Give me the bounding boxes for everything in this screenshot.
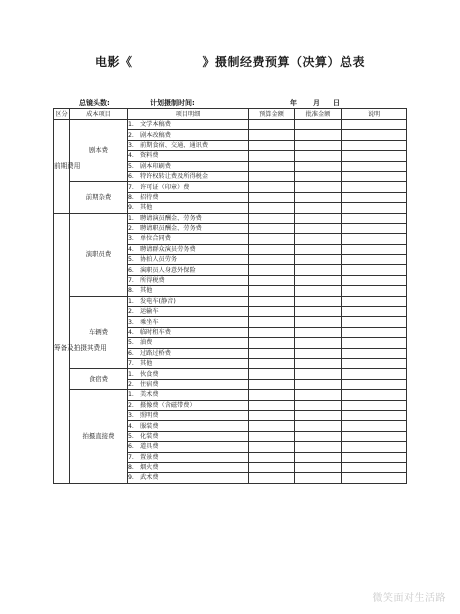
approved-cell[interactable] — [295, 171, 342, 181]
cost-item-cell: 拍摄直接费 — [70, 390, 128, 484]
note-cell[interactable] — [342, 234, 407, 244]
table-row — [54, 182, 407, 192]
item-label: 前期食宿、交通、通讯费 — [140, 141, 209, 149]
detail-cell — [128, 192, 249, 202]
detail-cell — [128, 234, 249, 244]
budget-table — [53, 108, 407, 484]
note-cell[interactable] — [342, 275, 407, 285]
item-number: 4. — [128, 245, 134, 253]
item-number: 9. — [128, 204, 134, 212]
approved-cell[interactable] — [295, 400, 342, 410]
note-cell[interactable] — [342, 223, 407, 233]
budget-cell[interactable] — [249, 410, 295, 420]
item-label: 所得税费 — [140, 277, 165, 285]
item-label: 伙食费 — [140, 370, 159, 378]
detail-cell — [128, 296, 249, 306]
category-cell: 前期费用 — [54, 120, 70, 214]
note-cell[interactable] — [342, 358, 407, 368]
approved-cell[interactable] — [295, 348, 342, 358]
item-number: 2. — [128, 380, 134, 388]
approved-cell[interactable] — [295, 234, 342, 244]
item-label: 单位合同费 — [140, 235, 171, 243]
detail-cell — [128, 400, 249, 410]
note-cell[interactable] — [342, 327, 407, 337]
approved-cell[interactable] — [295, 140, 342, 150]
approved-cell[interactable] — [295, 120, 342, 130]
item-label: 其他 — [140, 360, 153, 368]
approved-cell[interactable] — [295, 130, 342, 140]
item-label: 照明费 — [140, 412, 159, 420]
item-number: 2. — [128, 225, 134, 233]
approved-cell[interactable] — [295, 327, 342, 337]
title-suffix: 》摄制经费预算（决算）总表 — [202, 55, 366, 69]
detail-cell — [128, 317, 249, 327]
item-label: 剧本印刷费 — [140, 162, 171, 170]
day-label: 日 — [333, 99, 340, 107]
table-row — [54, 296, 407, 306]
title-prefix: 电影《 — [94, 55, 133, 69]
item-number: 1. — [128, 297, 134, 305]
detail-cell — [128, 452, 249, 462]
item-number: 8. — [128, 287, 134, 295]
item-number: 4. — [128, 152, 134, 160]
approved-cell[interactable] — [295, 151, 342, 161]
detail-cell — [128, 442, 249, 452]
approved-cell[interactable] — [295, 410, 342, 420]
item-label: 聘请演员酬金、劳务费 — [140, 214, 202, 222]
item-label: 武术费 — [140, 474, 159, 482]
detail-cell — [128, 275, 249, 285]
item-label: 运输车 — [140, 308, 159, 316]
item-label: 道具费 — [140, 443, 159, 451]
budget-cell[interactable] — [249, 192, 295, 202]
note-cell[interactable] — [342, 369, 407, 379]
budget-cell[interactable] — [249, 369, 295, 379]
budget-cell[interactable] — [249, 286, 295, 296]
note-cell[interactable] — [342, 442, 407, 452]
note-cell[interactable] — [342, 348, 407, 358]
detail-cell — [128, 130, 249, 140]
detail-cell — [128, 213, 249, 223]
item-number: 9. — [128, 474, 134, 482]
budget-cell[interactable] — [249, 358, 295, 368]
approved-cell[interactable] — [295, 161, 342, 171]
item-label: 摄像费（含磁带费） — [140, 401, 196, 409]
note-cell[interactable] — [342, 379, 407, 389]
note-cell[interactable] — [342, 296, 407, 306]
cost-item-cell: 前期杂费 — [70, 182, 128, 213]
header-budget: 预算金额 — [249, 109, 295, 120]
cost-item-cell: 演职员费 — [70, 213, 128, 296]
table-row — [54, 369, 407, 379]
budget-cell[interactable] — [249, 296, 295, 306]
detail-cell — [128, 327, 249, 337]
approved-cell[interactable] — [295, 421, 342, 431]
approved-cell[interactable] — [295, 286, 342, 296]
category-cell: 筹备及拍摄其费用 — [54, 213, 70, 483]
budget-cell[interactable] — [249, 213, 295, 223]
detail-cell — [128, 431, 249, 441]
item-number: 1. — [128, 391, 134, 399]
budget-cell[interactable] — [249, 431, 295, 441]
item-number: 6. — [128, 349, 134, 357]
item-label: 过路过桥费 — [140, 349, 171, 357]
approved-cell[interactable] — [295, 275, 342, 285]
table-row — [54, 213, 407, 223]
item-label: 聘请职员酬金、劳务费 — [140, 225, 202, 233]
item-number: 5. — [128, 256, 134, 264]
item-number: 3. — [128, 141, 134, 149]
item-label: 发电车(静音) — [140, 297, 176, 305]
note-cell[interactable] — [342, 338, 407, 348]
detail-cell — [128, 379, 249, 389]
note-cell[interactable] — [342, 171, 407, 181]
budget-cell[interactable] — [249, 130, 295, 140]
month-label: 月 — [313, 99, 320, 107]
table-row — [54, 390, 407, 400]
budget-cell[interactable] — [249, 255, 295, 265]
note-cell[interactable] — [342, 255, 407, 265]
note-cell[interactable] — [342, 213, 407, 223]
detail-cell — [128, 120, 249, 130]
approved-cell[interactable] — [295, 296, 342, 306]
approved-cell[interactable] — [295, 182, 342, 192]
approved-cell[interactable] — [295, 338, 342, 348]
item-number: 1. — [128, 121, 134, 129]
header-note: 说明 — [342, 109, 407, 120]
approved-cell[interactable] — [295, 192, 342, 202]
page-title — [0, 53, 460, 70]
budget-cell[interactable] — [249, 275, 295, 285]
budget-cell[interactable] — [249, 379, 295, 389]
item-label: 文学本稿费 — [140, 121, 171, 129]
cost-item-cell: 车辆费 — [70, 296, 128, 369]
item-label: 许可证（印章）费 — [140, 183, 190, 191]
detail-cell — [128, 369, 249, 379]
budget-cell[interactable] — [249, 120, 295, 130]
item-label: 协拍人员劳务 — [140, 256, 178, 264]
item-number: 3. — [128, 235, 134, 243]
item-number: 8. — [128, 193, 134, 201]
note-cell[interactable] — [342, 130, 407, 140]
note-cell[interactable] — [342, 317, 407, 327]
approved-cell[interactable] — [295, 462, 342, 472]
detail-cell — [128, 265, 249, 275]
header-area: 区分 — [55, 110, 68, 118]
detail-cell — [128, 244, 249, 254]
item-label: 演职员人身意外保险 — [140, 266, 196, 274]
header-cost-item: 成本项目 — [70, 109, 128, 120]
item-label: 特许权转让费及所得税金 — [140, 173, 209, 181]
detail-cell — [128, 473, 249, 483]
item-number: 6. — [128, 266, 134, 274]
item-number: 2. — [128, 308, 134, 316]
budget-cell[interactable] — [249, 234, 295, 244]
item-number: 5. — [128, 432, 134, 440]
budget-cell[interactable] — [249, 348, 295, 358]
item-number: 7. — [128, 277, 134, 285]
watermark: 微笑面对生活路 — [372, 593, 446, 604]
detail-cell — [128, 421, 249, 431]
approved-cell[interactable] — [295, 223, 342, 233]
item-label: 其他 — [140, 204, 153, 212]
item-number: 4. — [128, 422, 134, 430]
item-label: 其他 — [140, 287, 153, 295]
note-cell[interactable] — [342, 244, 407, 254]
item-label: 美术费 — [140, 391, 159, 399]
item-number: 5. — [128, 162, 134, 170]
note-cell[interactable] — [342, 151, 407, 161]
note-cell[interactable] — [342, 431, 407, 441]
detail-cell — [128, 338, 249, 348]
cost-item-cell: 剧本费 — [70, 120, 128, 182]
approved-cell[interactable] — [295, 452, 342, 462]
year-label: 年 — [290, 99, 297, 107]
note-cell[interactable] — [342, 473, 407, 483]
approved-cell[interactable] — [295, 317, 342, 327]
detail-cell — [128, 203, 249, 213]
item-number: 5. — [128, 339, 134, 347]
budget-cell[interactable] — [249, 171, 295, 181]
note-cell[interactable] — [342, 203, 407, 213]
detail-cell — [128, 348, 249, 358]
header-detail: 项目明细 — [128, 109, 249, 120]
budget-cell[interactable] — [249, 223, 295, 233]
item-number: 2. — [128, 131, 134, 139]
approved-cell[interactable] — [295, 255, 342, 265]
detail-cell — [128, 255, 249, 265]
budget-cell[interactable] — [249, 400, 295, 410]
detail-cell — [128, 140, 249, 150]
plan-time-label: 计划摄制时间: — [150, 99, 195, 107]
item-label: 服装费 — [140, 422, 159, 430]
approved-cell[interactable] — [295, 203, 342, 213]
header-row — [54, 109, 407, 120]
detail-cell — [128, 390, 249, 400]
item-label: 化装费 — [140, 432, 159, 440]
item-label: 临时租车费 — [140, 329, 171, 336]
detail-cell — [128, 171, 249, 181]
budget-cell[interactable] — [249, 307, 295, 317]
item-number: 1. — [128, 214, 134, 222]
note-cell[interactable] — [342, 390, 407, 400]
item-number: 8. — [128, 464, 134, 472]
item-label: 资料费 — [140, 152, 159, 160]
note-cell[interactable] — [342, 286, 407, 296]
item-number: 4. — [128, 329, 134, 336]
item-number: 7. — [128, 453, 134, 461]
item-label: 聘请群众演员劳务费 — [140, 245, 196, 253]
approved-cell[interactable] — [295, 213, 342, 223]
note-cell[interactable] — [342, 182, 407, 192]
note-cell[interactable] — [342, 140, 407, 150]
item-label: 乘坐车 — [140, 318, 159, 326]
table-row — [54, 120, 407, 130]
budget-cell[interactable] — [249, 462, 295, 472]
budget-cell[interactable] — [249, 203, 295, 213]
budget-cell[interactable] — [249, 452, 295, 462]
detail-cell — [128, 307, 249, 317]
budget-cell[interactable] — [249, 317, 295, 327]
detail-cell — [128, 182, 249, 192]
approved-cell[interactable] — [295, 307, 342, 317]
item-number: 2. — [128, 401, 134, 409]
item-number: 3. — [128, 412, 134, 420]
budget-cell[interactable] — [249, 244, 295, 254]
budget-cell[interactable] — [249, 182, 295, 192]
note-cell[interactable] — [342, 452, 407, 462]
budget-cell[interactable] — [249, 421, 295, 431]
note-cell[interactable] — [342, 120, 407, 130]
detail-cell — [128, 286, 249, 296]
note-cell[interactable] — [342, 462, 407, 472]
item-label: 剧本改稿费 — [140, 131, 171, 139]
approved-cell[interactable] — [295, 265, 342, 275]
approved-cell[interactable] — [295, 379, 342, 389]
item-number: 1. — [128, 370, 134, 378]
item-number: 3. — [128, 318, 134, 326]
budget-cell[interactable] — [249, 140, 295, 150]
detail-cell — [128, 410, 249, 420]
item-number: 7. — [128, 183, 134, 191]
approved-cell[interactable] — [295, 442, 342, 452]
approved-cell[interactable] — [295, 390, 342, 400]
item-number: 7. — [128, 360, 134, 368]
budget-cell[interactable] — [249, 161, 295, 171]
approved-cell[interactable] — [295, 369, 342, 379]
item-label: 烟火费 — [140, 464, 159, 472]
cost-item-cell: 食宿费 — [70, 369, 128, 390]
approved-cell[interactable] — [295, 473, 342, 483]
item-label: 油费 — [140, 339, 153, 347]
approved-cell[interactable] — [295, 358, 342, 368]
approved-cell[interactable] — [295, 431, 342, 441]
note-cell[interactable] — [342, 161, 407, 171]
budget-cell[interactable] — [249, 151, 295, 161]
shots-label: 总镜头数: — [79, 99, 110, 107]
approved-cell[interactable] — [295, 244, 342, 254]
note-cell[interactable] — [342, 410, 407, 420]
note-cell[interactable] — [342, 265, 407, 275]
note-cell[interactable] — [342, 400, 407, 410]
note-cell[interactable] — [342, 307, 407, 317]
detail-cell — [128, 462, 249, 472]
budget-cell[interactable] — [249, 390, 295, 400]
note-cell[interactable] — [342, 192, 407, 202]
detail-cell — [128, 161, 249, 171]
item-number: 6. — [128, 173, 134, 181]
note-cell[interactable] — [342, 421, 407, 431]
budget-cell[interactable] — [249, 442, 295, 452]
item-number: 6. — [128, 443, 134, 451]
budget-cell[interactable] — [249, 473, 295, 483]
budget-cell[interactable] — [249, 265, 295, 275]
budget-cell[interactable] — [249, 338, 295, 348]
detail-cell — [128, 358, 249, 368]
detail-cell — [128, 151, 249, 161]
header-approved: 批准金额 — [295, 109, 342, 120]
budget-cell[interactable] — [249, 327, 295, 337]
item-label: 置景费 — [140, 453, 159, 461]
item-label: 住宿费 — [140, 380, 159, 388]
item-label: 招待费 — [140, 193, 159, 201]
detail-cell — [128, 223, 249, 233]
